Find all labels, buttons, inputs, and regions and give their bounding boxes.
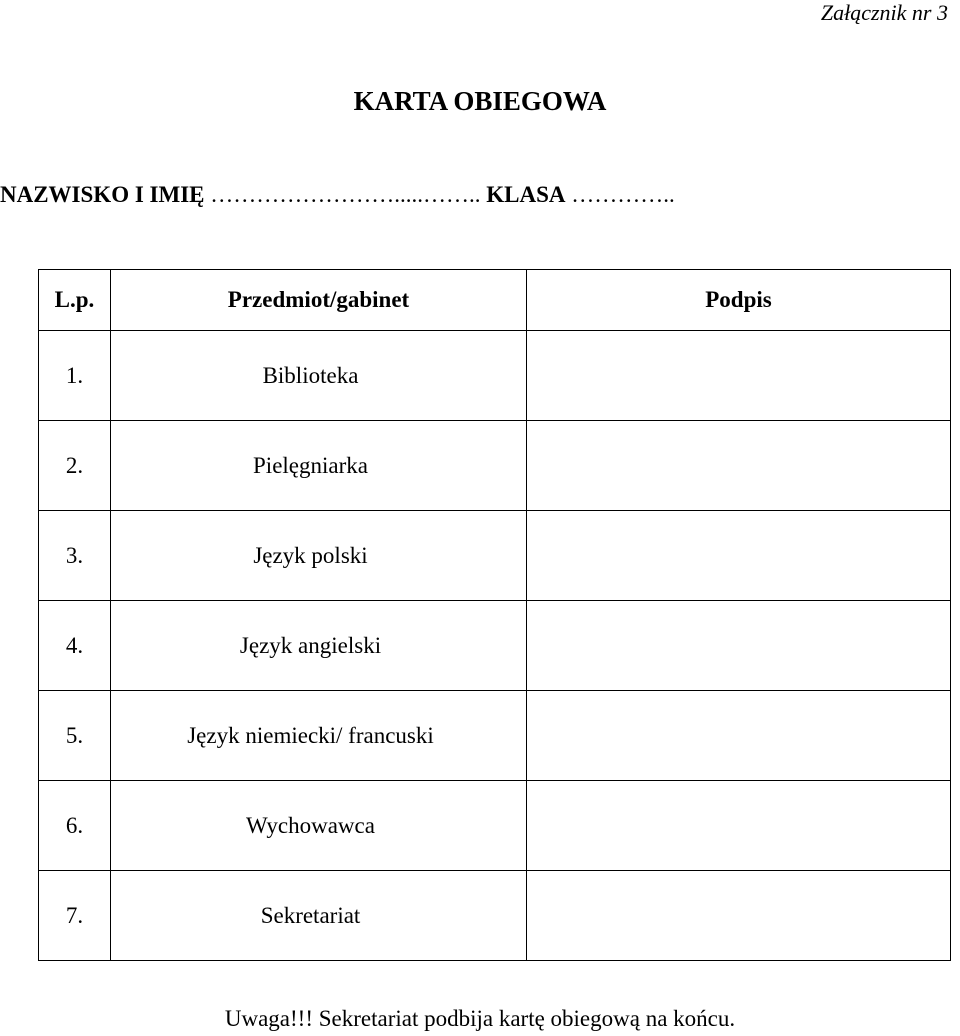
table-row — [39, 601, 951, 691]
row-subject: Język angielski — [111, 601, 527, 691]
row-subject: Pielęgniarka — [111, 421, 527, 511]
name-fill-dots: …………………….....…….. — [210, 182, 487, 207]
table-header-row — [39, 270, 951, 331]
row-lp: 4. — [39, 601, 111, 691]
row-lp: 6. — [39, 781, 111, 871]
row-lp: 5. — [39, 691, 111, 781]
signature-cell — [527, 511, 951, 601]
header-subject: Przedmiot/gabinet — [111, 270, 527, 331]
row-lp: 2. — [39, 421, 111, 511]
footer-note: Uwaga!!! Sekretariat podbija kartę obiegową na końcu. — [224, 1006, 736, 1031]
row-subject: Biblioteka — [111, 331, 527, 421]
signature-cell — [527, 871, 951, 961]
row-lp: 3. — [39, 511, 111, 601]
signature-cell — [527, 601, 951, 691]
table-row — [39, 691, 951, 781]
header-lp: L.p. — [39, 270, 111, 331]
class-fill-dots: ………….. — [571, 182, 675, 207]
clearance-table — [38, 269, 951, 961]
table-row — [39, 511, 951, 601]
row-subject: Wychowawca — [111, 781, 527, 871]
table-row — [39, 421, 951, 511]
signature-cell — [527, 781, 951, 871]
row-lp: 1. — [39, 331, 111, 421]
name-class-line — [0, 180, 675, 210]
class-label: KLASA — [486, 182, 566, 207]
row-subject: Język niemiecki/ francuski — [111, 691, 527, 781]
name-label: NAZWISKO I IMIĘ — [0, 182, 205, 207]
table-row — [39, 781, 951, 871]
table-row — [39, 331, 951, 421]
document-title: KARTA OBIEGOWA — [353, 86, 607, 116]
table-row — [39, 871, 951, 961]
row-subject: Sekretariat — [111, 871, 527, 961]
row-lp: 7. — [39, 871, 111, 961]
attachment-label: Załącznik nr 3 — [820, 0, 948, 25]
signature-cell — [527, 421, 951, 511]
row-subject: Język polski — [111, 511, 527, 601]
header-signature: Podpis — [527, 270, 951, 331]
signature-cell — [527, 331, 951, 421]
signature-cell — [527, 691, 951, 781]
